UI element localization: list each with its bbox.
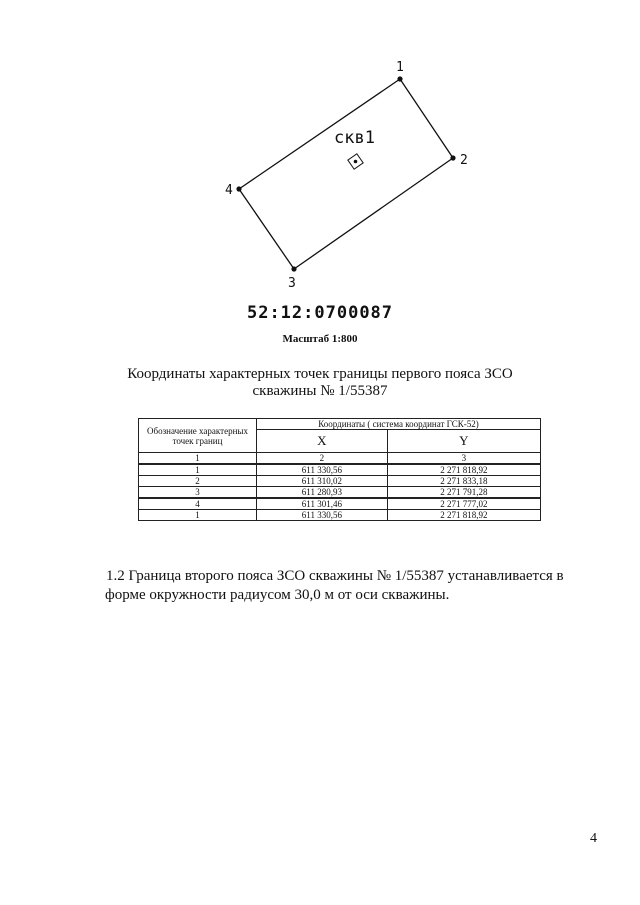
well-label: скв1 xyxy=(334,128,375,148)
point-cell: 1 xyxy=(139,510,257,521)
cadastre-number: 52:12:0700087 xyxy=(246,303,394,323)
boundary-point-2 xyxy=(450,155,455,160)
index-cell: 2 xyxy=(257,453,388,465)
site-plan xyxy=(0,0,640,300)
page-number: 4 xyxy=(590,831,597,846)
point-cell: 4 xyxy=(139,498,257,510)
table-row xyxy=(139,498,541,510)
boundary-point-3 xyxy=(291,266,296,271)
zone-boundary-polygon xyxy=(239,79,453,269)
scale-label: Масштаб 1:800 xyxy=(282,333,358,345)
point-cell: 1 xyxy=(139,464,257,476)
header-coordinates: Координаты ( система координат ГСК-52) xyxy=(257,419,541,430)
x-cell: 611 330,56 xyxy=(257,464,388,476)
table-index-row xyxy=(139,453,541,465)
table-header-row xyxy=(139,419,541,430)
y-cell: 2 271 833,18 xyxy=(387,476,540,487)
header-designation: Обозначение характерных точек границ xyxy=(139,419,257,453)
table-row xyxy=(139,487,541,499)
table-caption xyxy=(0,366,640,400)
paragraph-line-2: форме окружности радиусом 30,0 м от оси скважины. xyxy=(105,587,450,603)
index-cell: 3 xyxy=(387,453,540,465)
y-cell: 2 271 791,28 xyxy=(387,487,540,499)
table-row xyxy=(139,476,541,487)
y-cell: 2 271 818,92 xyxy=(387,510,540,521)
table-row xyxy=(139,464,541,476)
header-y: Y xyxy=(387,430,540,453)
paragraph-line-1: 1.2 Граница второго пояса ЗСО скважины № 1/55387 устанавливается в xyxy=(106,568,564,584)
index-cell: 1 xyxy=(139,453,257,465)
y-cell: 2 271 777,02 xyxy=(387,498,540,510)
x-cell: 611 330,56 xyxy=(257,510,388,521)
x-cell: 611 301,46 xyxy=(257,498,388,510)
point-label-3: 3 xyxy=(288,276,296,291)
x-cell: 611 280,93 xyxy=(257,487,388,499)
point-label-4: 4 xyxy=(225,183,233,198)
coordinates-table xyxy=(138,418,541,521)
boundary-point-1 xyxy=(397,76,402,81)
caption-line-1: Координаты характерных точек границы первого пояса ЗСО xyxy=(127,366,513,382)
table-row xyxy=(139,510,541,521)
point-label-1: 1 xyxy=(396,60,404,75)
x-cell: 611 310,02 xyxy=(257,476,388,487)
point-label-2: 2 xyxy=(460,153,468,168)
boundary-point-4 xyxy=(236,186,241,191)
caption-line-2: скважины № 1/55387 xyxy=(252,383,388,399)
header-x: X xyxy=(257,430,388,453)
point-cell: 2 xyxy=(139,476,257,487)
y-cell: 2 271 818,92 xyxy=(387,464,540,476)
point-cell: 3 xyxy=(139,487,257,499)
well-symbol-icon xyxy=(348,154,363,169)
